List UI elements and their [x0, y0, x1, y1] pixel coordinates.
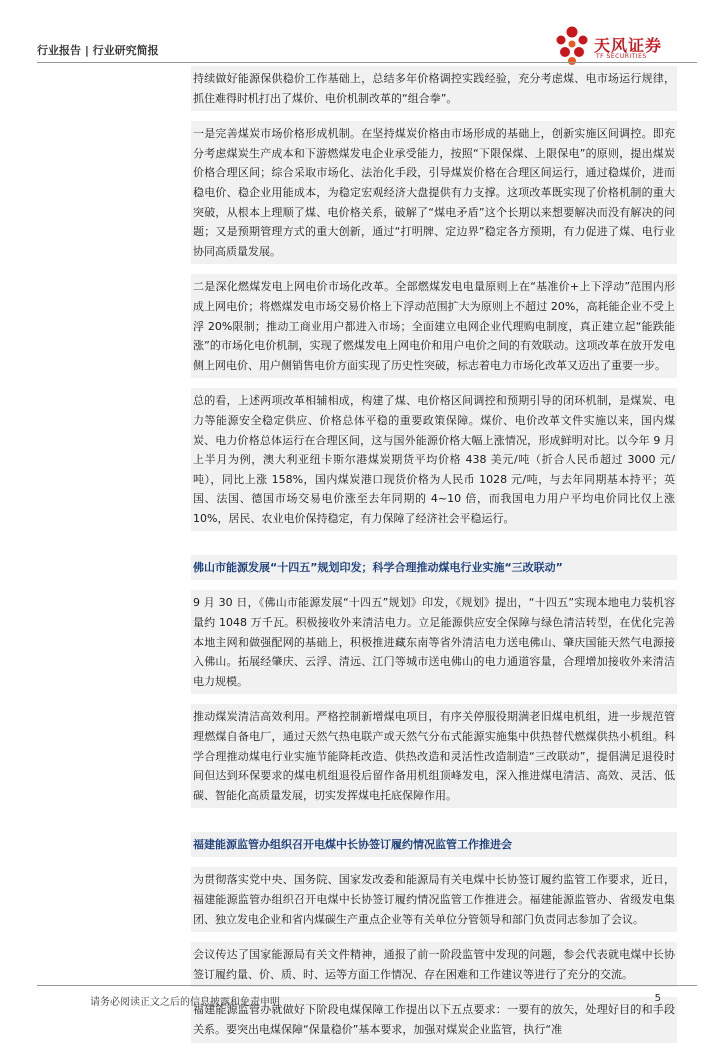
paragraph: 总的看，上述两项改革相辅相成，构建了煤、电价格区间调控和预期引导的闭环机制，是煤炭、电力等能源安全稳定供应、价格总体平稳的重要政策保障。煤价、电价改革文件实施以来，国内煤炭、电力价格总体运行在合理区间，这与国外能源价格大幅上涨情况，形成鲜明对比。以今年 9 月上半月为例，澳大利亚纽卡斯尔港煤炭期货平均价格 438 美元/吨（折合人民币超过 3000 元/吨），同比上涨 158%，国内煤炭港口现货价格为人民币 1028 元/吨，与去年同期基本持平；英国、法国、德国市场交易电价涨至去年同期的 4~10 倍，而我国电力用户平均电价同比仅上涨 10%，居民、农业电价保持稳定，有力保障了经济社会平稳运行。: [191, 388, 677, 531]
paragraph: 会议传达了国家能源局有关文件精神，通报了前一阶段监管中发现的问题，参会代表就电煤中长协签订履约量、价、质、时、运等方面工作情况、存在困难和工作建议等进行了充分的交流。: [191, 942, 677, 987]
paragraph: 9 月 30 日，《佛山市能源发展“十四五”规划》印发，《规划》提出，“十四五”实现本地电力装机容量约 1048 万千瓦。积极接收外来清洁电力。立足能源供应安全保障与绿色清洁转型，在优化完善本地主网和做强配网的基础上，积极推进藏东南等省外清洁电力送电佛山、肇庆国能天然气电源接入佛山。拓展经肇庆、云浮、清远、江门等城市送电佛山的电力通道容量，合理增加接收外来清洁电力规模。: [191, 590, 677, 694]
paragraph: 推动煤炭清洁高效利用。严格控制新增煤电项目，有序关停服役期满老旧煤电机组，进一步规范管理燃煤自备电厂，通过天然气热电联产或天然气分布式能源实施集中供热替代燃煤供热小机组。科学合理推动煤电行业实施节能降耗改造、供热改造和灵活性改造制造“三改联动”，提倡满足退役时间但达到环保要求的煤电机组退役后留作备用机组顶峰发电，深入推进煤电清洁、高效、灵活、低碳、智能化高质量发展，切实发挥煤电托底保障作用。: [191, 704, 677, 808]
section-heading-fujian: 福建能源监管办组织召开电煤中长协签订履约情况监管工作推进会: [191, 832, 677, 857]
logo-text-cn: 天风证券: [594, 36, 663, 55]
breadcrumb: 行业报告 | 行业研究简报: [37, 44, 159, 57]
paragraph: 福建能源监管办就做好下阶段电煤保障工作提出以下五点要求：一要有的放矢，处理好目的和手段关系。要突出电煤保障“保量稳价”基本要求，加强对煤炭企业监管，执行“准: [191, 997, 677, 1042]
page-number: 5: [654, 993, 661, 1004]
paragraph: 二是深化燃煤发电上网电价市场化改革。全部燃煤发电电量原则上在“基准价+上下浮动”范围内形成上网电价；将燃煤发电市场交易价格上下浮动范围扩大为原则上不超过 20%，高耗能企业不受上浮 20%限制；推动工商业用户都进入市场；全面建立电网企业代理购电制度，真正建立起“能跌能涨”的市场化电价机制，实现了燃煤发电上网电价和用户电价之间的有效联动。这项改革在放开发电侧上网电价、用户侧销售电价方面实现了历史性突破，标志着电力市场化改革又迈出了重要一步。: [191, 274, 677, 378]
main-content: [191, 66, 677, 1053]
paragraph: 为贯彻落实党中央、国务院、国家发改委和能源局有关电煤中长协签订履约监管工作要求，近日，福建能源监管办组织召开电煤中长协签订履约情况监管工作推进会。福建能源监管办、省级发电集团、独立发电企业和省内煤碳生产重点企业等有关单位分管领导和部门负责同志参加了会议。: [191, 867, 677, 932]
paragraph: 持续做好能源保供稳价工作基础上，总结多年价格调控实践经验，充分考虑煤、电市场运行规律，抓住难得时机打出了煤价、电价机制改革的“组合拳”。: [191, 66, 677, 111]
header-divider: [37, 62, 697, 63]
footer-divider: [37, 985, 697, 986]
footer-disclaimer: 请务必阅读正文之后的信息披露和免责申明: [90, 997, 280, 1008]
section-heading-foshan: 佛山市能源发展“十四五”规划印发；科学合理推动煤电行业实施“三改联动”: [191, 555, 677, 580]
logo-text-en: TF SECURITIES: [596, 53, 647, 60]
paragraph: 一是完善煤炭市场价格形成机制。在坚持煤炭价格由市场形成的基础上，创新实施区间调控。即充分考虑煤炭生产成本和下游燃煤发电企业承受能力，按照“下限保煤、上限保电”的原则，提出煤炭价格合理区间；综合采取市场化、法治化手段，引导煤炭价格在合理区间运行，通过稳煤价，进而稳电价、稳企业用能成本，为稳定宏观经济大盘提供有力支撑。这项改革既实现了价格机制的重大突破，从根本上理顺了煤、电价格关系，破解了“煤电矛盾”这个长期以来想要解决而没有解决的问题；又是预期管理方式的重大创新，通过“打明牌、定边界”稳定各方预期，有力促进了煤、电行业协同高质量发展。: [191, 121, 677, 264]
